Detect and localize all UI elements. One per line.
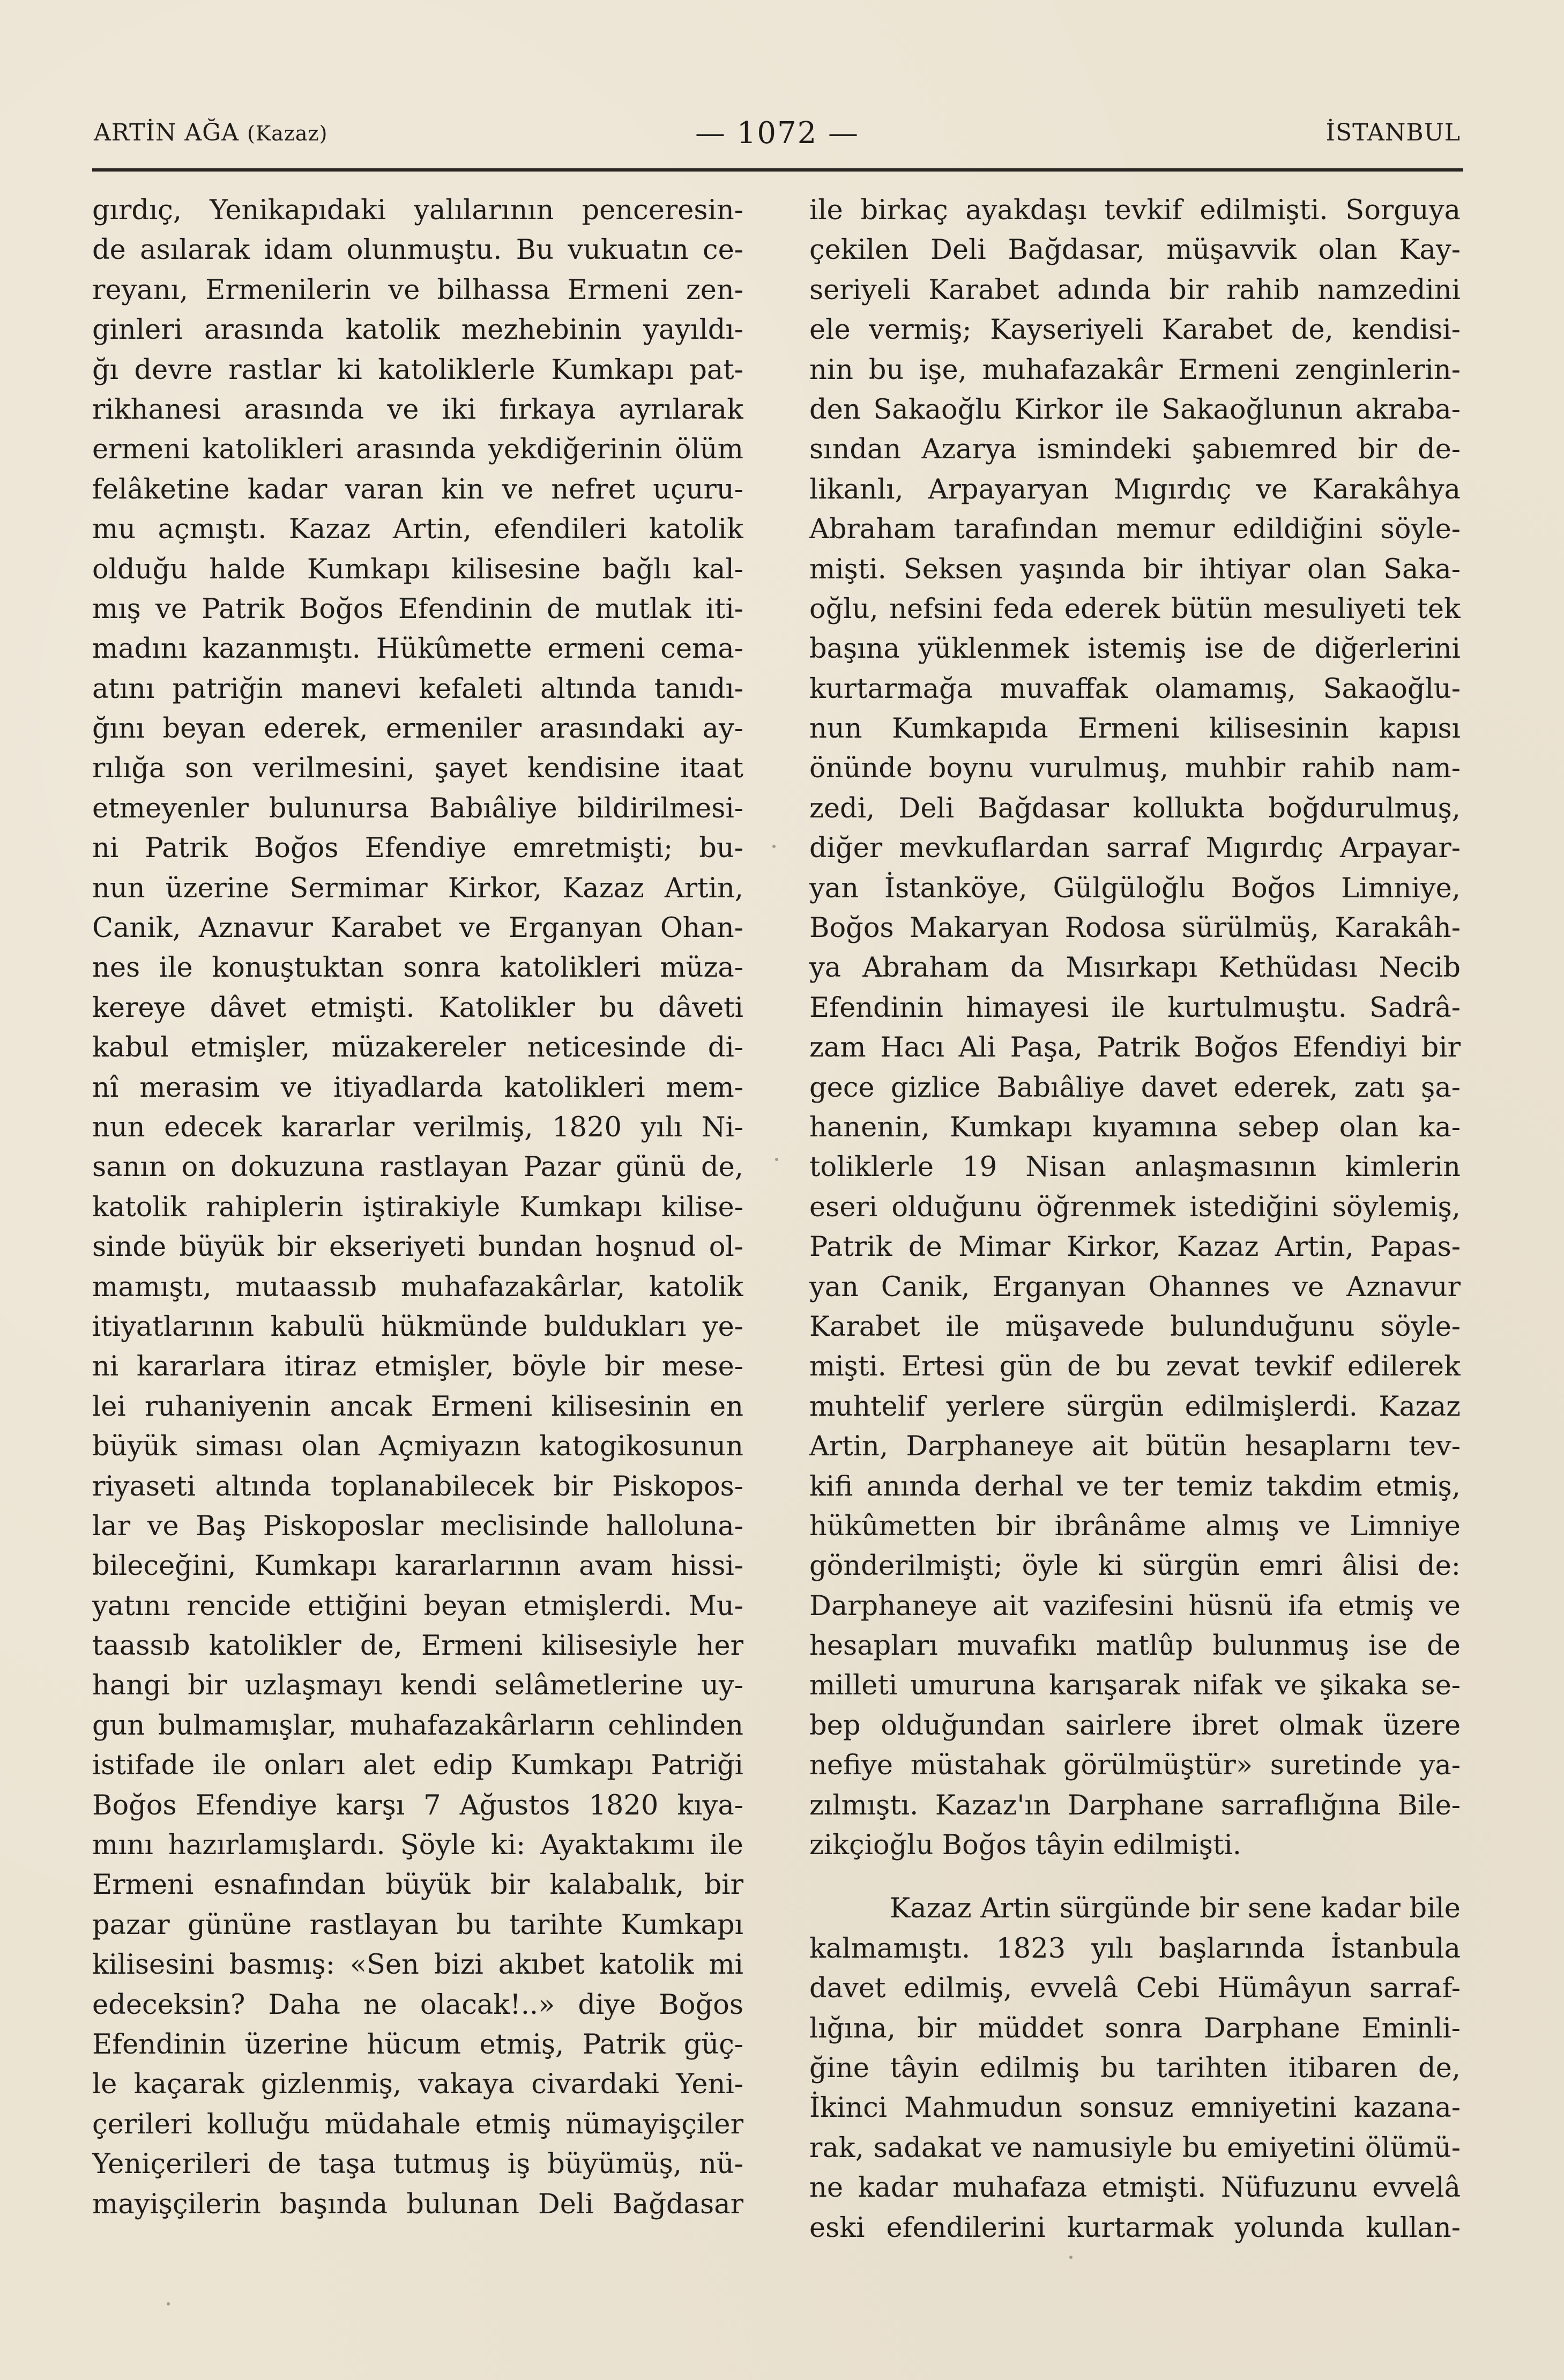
text-line: ile birkaç ayakdaşı tevkif edilmişti. Sorguya — [809, 195, 1461, 226]
text-line: kifi anında derhal ve ter temiz takdim etmiş, — [809, 1470, 1461, 1503]
text-line: bileceğini, Kumkapı kararlarının avam hissi- — [92, 1550, 743, 1582]
text-line: ya Abraham da Mısırkapı Kethüdası Necib — [809, 952, 1461, 984]
text-line: ni kararlara itiraz etmişler, böyle bir mese- — [92, 1351, 743, 1383]
text-line: Darphaneye ait vazifesini hüsnü ifa etmiş ve — [809, 1590, 1461, 1622]
text-line: reyanı, Ermenilerin ve bilhassa Ermeni zen- — [92, 274, 743, 306]
text-line: Boğos Efendiye karşı 7 Ağustos 1820 kıya- — [92, 1789, 743, 1821]
text-line: ğine tâyin edilmiş bu tarihten itibaren de, — [809, 2052, 1461, 2084]
text-line: Ermeni esnafından büyük bir kalabalık, bir — [92, 1869, 743, 1901]
scan-speck — [775, 1158, 778, 1161]
text-line: gırdıç, Yenikapıdaki yalılarının penceresin- — [92, 195, 743, 226]
text-line: gönderilmişti; öyle ki sürgün emri âlisi de: — [809, 1550, 1461, 1582]
text-line: mını hazırlamışlardı. Şöyle ki: Ayaktakımı ile — [92, 1829, 743, 1862]
text-line: kereye dâvet etmişti. Katolikler bu dâveti — [92, 992, 743, 1024]
text-line: çekilen Deli Bağdasar, müşavvik olan Kay- — [809, 234, 1461, 266]
header-rule — [92, 168, 1463, 172]
text-line: toliklerle 19 Nisan anlaşmasının kimlerin — [809, 1151, 1461, 1184]
text-line: lar ve Baş Piskoposlar meclisinde halloluna- — [92, 1510, 743, 1542]
text-line: katolik rahiplerin iştirakiyle Kumkapı kilise- — [92, 1191, 743, 1223]
text-line: ni Patrik Boğos Efendiye emretmişti; bu- — [92, 832, 743, 865]
text-line: le kaçarak gizlenmiş, vakaya civardaki Yeni- — [92, 2069, 743, 2101]
text-line: ele vermiş; Kayseriyeli Karabet de, kendisi- — [809, 314, 1461, 346]
text-line: atını patriğin manevi kefaleti altında tanıdı- — [92, 673, 743, 705]
text-line: ne kadar muhafaza etmişti. Nüfuzunu evvelâ — [809, 2172, 1461, 2204]
text-line: olduğu halde Kumkapı kilisesine bağlı kal- — [92, 553, 743, 585]
text-line: sinde büyük bir ekseriyeti bundan hoşnud ol- — [92, 1231, 743, 1263]
text-line: den Sakaoğlu Kirkor ile Sakaoğlunun akraba- — [809, 393, 1461, 426]
text-line: gun bulmamışlar, muhafazakârların cehlinden — [92, 1709, 743, 1742]
text-line: etmeyenler bulunursa Babıâliye bildirilmesi- — [92, 792, 743, 824]
text-line: hesapları muvafıkı matlûp bulunmuş ise de — [809, 1630, 1461, 1662]
text-line: istifade ile onları alet edip Kumkapı Patriği — [92, 1750, 743, 1782]
text-line: büyük siması olan Açmiyazın katogikosunun — [92, 1431, 743, 1463]
text-line: milleti umuruna karışarak nifak ve şikaka se- — [809, 1670, 1461, 1702]
text-line: zedi, Deli Bağdasar kollukta boğdurulmuş, — [809, 792, 1461, 824]
scan-speck — [167, 2302, 170, 2305]
text-line: rılığa son verilmesini, şayet kendisine itaat — [92, 753, 743, 785]
text-line: kilisesini basmış: «Sen bizi akıbet katolik mi — [92, 1949, 743, 1981]
text-line: nefiye müstahak görülmüştür» suretinde ya- — [809, 1750, 1461, 1782]
text-line: yan Canik, Erganyan Ohannes ve Aznavur — [809, 1271, 1461, 1303]
text-line: Patrik de Mimar Kirkor, Kazaz Artin, Papas- — [809, 1231, 1461, 1263]
text-line: Yeniçerileri de taşa tutmuş iş büyümüş, nü- — [92, 2148, 743, 2181]
text-line: mişti. Seksen yaşında bir ihtiyar olan Saka- — [809, 553, 1461, 585]
paragraph-gap — [809, 1865, 1461, 1889]
text-line: nun Kumkapıda Ermeni kilisesinin kapısı — [809, 713, 1461, 745]
text-line: Kazaz Artin sürgünde bir sene kadar bile — [890, 1893, 1461, 1925]
text-line: Efendinin üzerine hücum etmiş, Patrik güç- — [92, 2028, 743, 2061]
text-line: Abraham tarafından memur edildiğini söyle- — [809, 514, 1461, 546]
text-line: mayişçilerin başında bulunan Deli Bağdasar — [92, 2188, 743, 2220]
text-line: de asılarak idam olunmuştu. Bu vukuatın ce- — [92, 234, 743, 266]
text-line: ginleri arasında katolik mezhebinin yayıldı- — [92, 314, 743, 346]
text-line: ğını beyan ederek, ermeniler arasındaki ay- — [92, 713, 743, 745]
text-line: itiyatlarının kabulü hükmünde buldukları ye- — [92, 1311, 743, 1343]
text-line: zam Hacı Ali Paşa, Patrik Boğos Efendiyi bir — [809, 1032, 1461, 1064]
text-line: mamıştı, mutaassıb muhafazakârlar, katolik — [92, 1271, 743, 1303]
text-line: yatını rencide ettiğini beyan etmişlerdi. Mu- — [92, 1590, 743, 1622]
text-line: sından Azarya ismindeki şabıemred bir de- — [809, 434, 1461, 466]
text-line: kalmamıştı. 1823 yılı başlarında İstanbula — [809, 1932, 1461, 1965]
right-text-column — [809, 191, 1461, 2248]
text-line: İkinci Mahmudun sonsuz emniyetini kazana- — [809, 2092, 1461, 2124]
text-line: nes ile konuştuktan sonra katolikleri müza- — [92, 952, 743, 984]
text-line: hanenin, Kumkapı kıyamına sebep olan ka- — [809, 1111, 1461, 1143]
text-line: zikçioğlu Boğos tâyin edilmişti. — [809, 1829, 1241, 1862]
text-line: nun üzerine Sermimar Kirkor, Kazaz Artin, — [92, 872, 743, 904]
text-line: Karabet ile müşavede bulunduğunu söyle- — [809, 1311, 1461, 1343]
running-header — [94, 116, 1461, 157]
text-line: riyaseti altında toplanabilecek bir Piskopos- — [92, 1470, 743, 1503]
text-line: çerileri kolluğu müdahale etmiş nümayişçiler — [92, 2108, 743, 2140]
text-line: eski efendilerini kurtarmak yolunda kullan- — [809, 2212, 1461, 2244]
text-line: lei ruhaniyenin ancak Ermeni kilisesinin en — [92, 1390, 743, 1423]
text-line: mu açmıştı. Kazaz Artin, efendileri katolik — [92, 514, 743, 546]
text-line: gece gizlice Babıâliye davet ederek, zatı şa- — [809, 1072, 1461, 1104]
text-line: kabul etmişler, müzakereler neticesinde di- — [92, 1032, 743, 1064]
text-line: başına yüklenmek istemiş ise de diğerlerini — [809, 633, 1461, 665]
text-line: zılmıştı. Kazaz'ın Darphane sarraflığına Bile- — [809, 1789, 1461, 1821]
text-line: nin bu işe, muhafazakâr Ermeni zenginlerin- — [809, 354, 1461, 386]
text-line: mişti. Ertesi gün de bu zevat tevkif edilerek — [809, 1351, 1461, 1383]
text-line: likanlı, Arpayaryan Mıgırdıç ve Karakâhya — [809, 473, 1461, 505]
text-line: kurtarmağa muvaffak olamamış, Sakaoğlu- — [809, 673, 1461, 705]
text-line: eseri olduğunu öğrenmek istediğini söylemiş, — [809, 1191, 1461, 1223]
text-line: Artin, Darphaneye ait bütün hesaplarnı tev- — [809, 1431, 1461, 1463]
header-left-paren: (Kazaz) — [247, 122, 328, 145]
header-right-title: İSTANBUL — [1325, 119, 1461, 146]
text-line: muhtelif yerlere sürgün edilmişlerdi. Kazaz — [809, 1390, 1461, 1423]
text-line: taassıb katolikler de, Ermeni kilisesiyle her — [92, 1630, 743, 1662]
text-line: Boğos Makaryan Rodosa sürülmüş, Karakâh- — [809, 912, 1461, 944]
text-line: bep olduğundan sairlere ibret olmak üzere — [809, 1709, 1461, 1742]
text-line: mış ve Patrik Boğos Efendinin de mutlak iti- — [92, 593, 743, 625]
text-line: hangi bir uzlaşmayı kendi selâmetlerine uy- — [92, 1670, 743, 1702]
text-line: rikhanesi arasında ve iki fırkaya ayrılarak — [92, 393, 743, 426]
text-line: nî merasim ve itiyadlarda katolikleri mem- — [92, 1072, 743, 1104]
text-line: rak, sadakat ve namusiyle bu emiyetini ölümü- — [809, 2132, 1461, 2164]
text-line: diğer mevkuflardan sarraf Mıgırdıç Arpayar- — [809, 832, 1461, 865]
header-left-name: ARTİN AĞA — [94, 119, 240, 146]
text-line: önünde boynu vurulmuş, muhbir rahib nam- — [809, 753, 1461, 785]
text-line: davet edilmiş, evvelâ Cebi Hümâyun sarraf- — [809, 1973, 1461, 2005]
left-text-column — [92, 191, 743, 2225]
text-line: Efendinin himayesi ile kurtulmuştu. Sadrâ- — [809, 992, 1461, 1024]
text-line: Canik, Aznavur Karabet ve Erganyan Ohan- — [92, 912, 743, 944]
text-line: sanın on dokuzuna rastlayan Pazar günü de, — [92, 1151, 743, 1184]
text-line: edeceksin? Daha ne olacak!..» diye Boğos — [92, 1989, 743, 2021]
text-line: yan İstanköye, Gülgüloğlu Boğos Limniye, — [809, 872, 1461, 904]
text-line: hükûmetten bir ibrânâme almış ve Limniye — [809, 1510, 1461, 1542]
text-line: ğı devre rastlar ki katoliklerle Kumkapı pat- — [92, 354, 743, 386]
scan-speck — [1069, 2256, 1073, 2259]
text-line: nun edecek kararlar verilmiş, 1820 yılı Ni- — [92, 1111, 743, 1143]
text-line: madını kazanmıştı. Hükûmette ermeni cema- — [92, 633, 743, 665]
text-line: felâketine kadar varan kin ve nefret uçuru- — [92, 473, 743, 505]
scan-speck — [772, 845, 776, 848]
text-line: ermeni katolikleri arasında yekdiğerinin ölüm — [92, 434, 743, 466]
page-number: — 1072 — — [695, 116, 860, 151]
text-line: pazar gününe rastlayan bu tarihte Kumkapı — [92, 1909, 743, 1941]
text-line: seriyeli Karabet adında bir rahib namzedini — [809, 274, 1461, 306]
text-line: oğlu, nefsini feda ederek bütün mesuliyeti tek — [809, 593, 1461, 625]
text-line: lığına, bir müddet sonra Darphane Eminli- — [809, 2012, 1461, 2044]
